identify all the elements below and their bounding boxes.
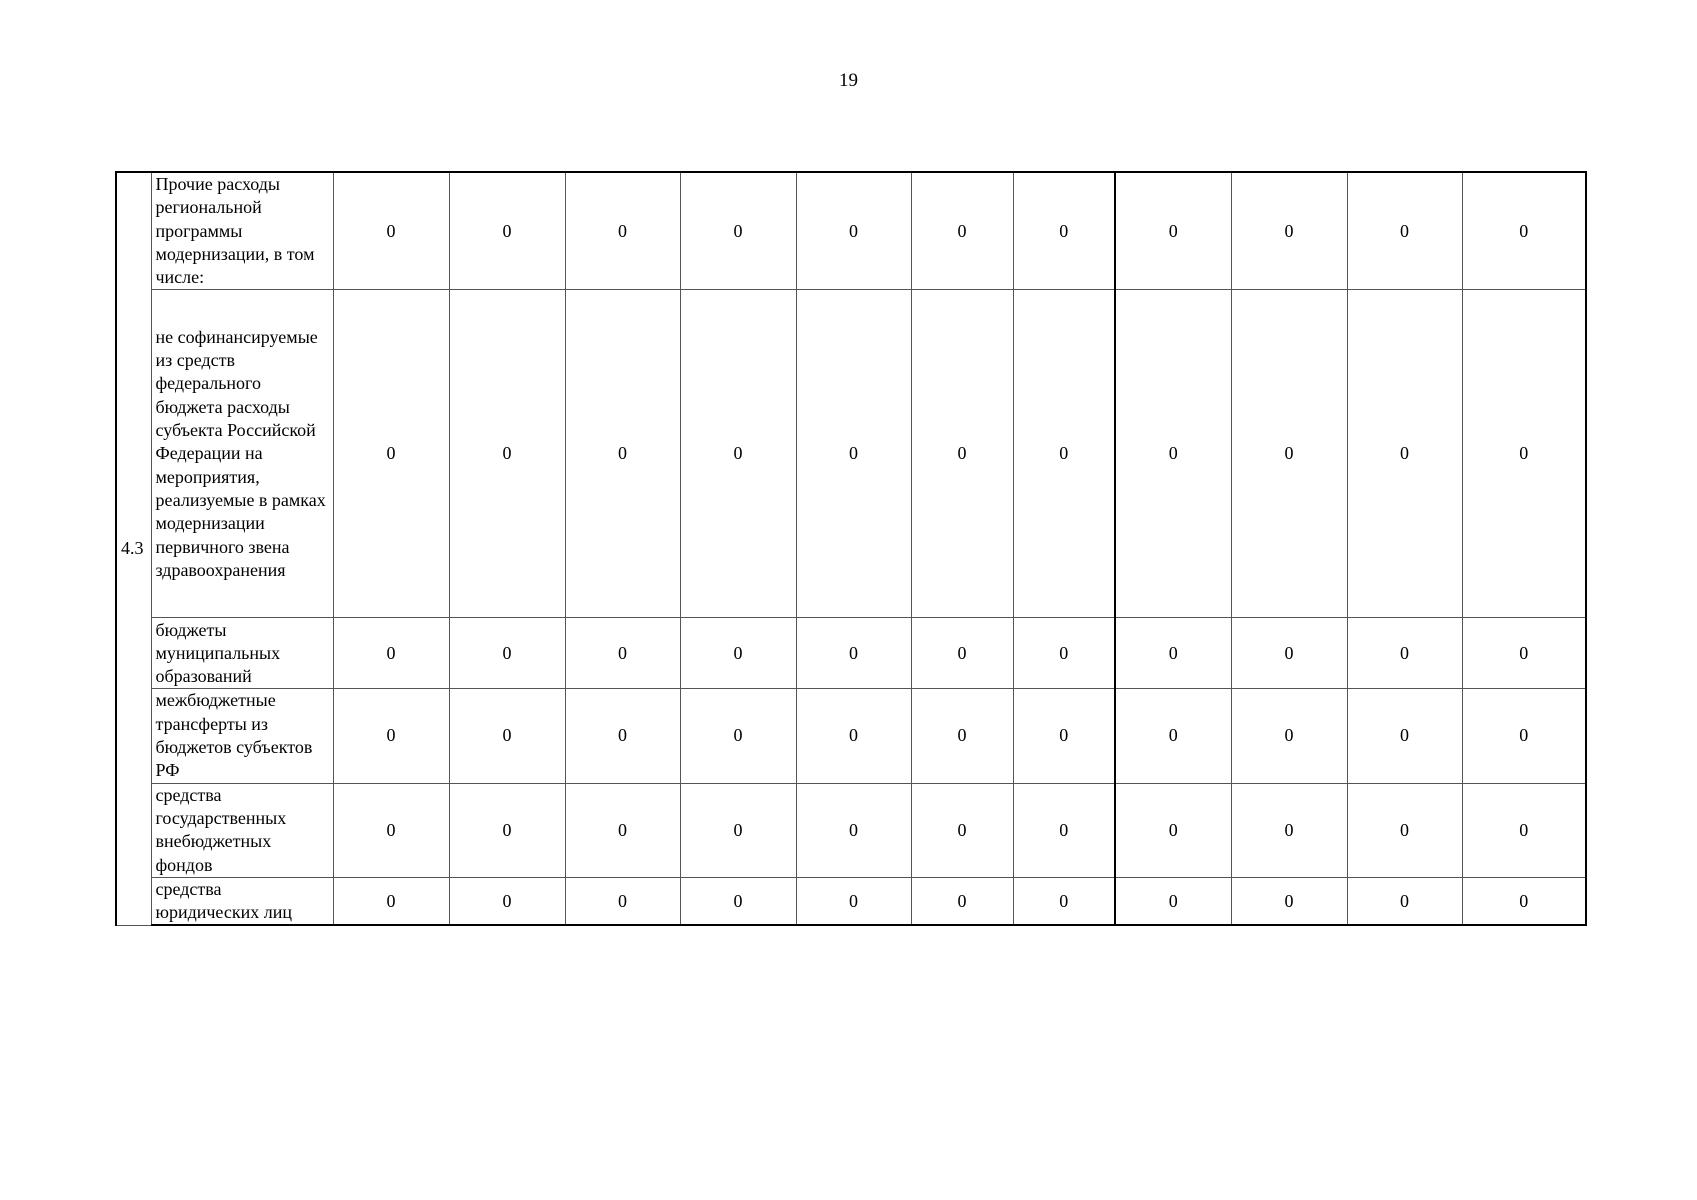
- value-cell: 0: [565, 618, 680, 689]
- value-cell: 0: [1013, 172, 1115, 290]
- value-cell: 0: [565, 172, 680, 290]
- value-cell: 0: [1013, 689, 1115, 783]
- table-row: [116, 689, 1586, 783]
- value-cell: 0: [911, 172, 1013, 290]
- value-cell: 0: [1347, 290, 1462, 618]
- value-cell: 0: [1462, 290, 1586, 618]
- value-cell: 0: [680, 689, 796, 783]
- value-cell: 0: [796, 689, 911, 783]
- value-cell: 0: [1115, 172, 1231, 290]
- value-cell: 0: [565, 877, 680, 925]
- budget-table-body: [116, 172, 1586, 925]
- row-label: бюджеты муниципальных образований: [151, 618, 333, 689]
- value-cell: 0: [333, 290, 449, 618]
- value-cell: 0: [1462, 783, 1586, 877]
- value-cell: 0: [1462, 618, 1586, 689]
- table-row: [116, 877, 1586, 925]
- value-cell: 0: [796, 877, 911, 925]
- value-cell: 0: [1013, 290, 1115, 618]
- value-cell: 0: [333, 877, 449, 925]
- row-label: средства государственных внебюджетных фондов: [151, 783, 333, 877]
- value-cell: 0: [1462, 689, 1586, 783]
- value-cell: 0: [333, 689, 449, 783]
- value-cell: 0: [449, 877, 565, 925]
- row-label: средства юридических лиц: [151, 877, 333, 925]
- value-cell: 0: [1231, 290, 1347, 618]
- value-cell: 0: [1347, 172, 1462, 290]
- value-cell: 0: [449, 172, 565, 290]
- value-cell: 0: [911, 877, 1013, 925]
- value-cell: 0: [1347, 618, 1462, 689]
- budget-table: [115, 171, 1587, 926]
- value-cell: 0: [449, 783, 565, 877]
- table-row: [116, 618, 1586, 689]
- value-cell: 0: [333, 618, 449, 689]
- value-cell: 0: [1347, 689, 1462, 783]
- page-number: 19: [839, 70, 858, 91]
- value-cell: 0: [796, 783, 911, 877]
- value-cell: 0: [1231, 618, 1347, 689]
- value-cell: 0: [1462, 172, 1586, 290]
- value-cell: 0: [680, 783, 796, 877]
- value-cell: 0: [911, 689, 1013, 783]
- value-cell: 0: [1115, 783, 1231, 877]
- value-cell: 0: [796, 172, 911, 290]
- value-cell: 0: [1013, 783, 1115, 877]
- value-cell: 0: [796, 618, 911, 689]
- row-label: не софинансируемые из средств федерального бюджета расходы субъекта Российской Федерации на мероприятия, реализуемые в рамках модернизации первичного звена здравоохранения: [151, 290, 333, 618]
- table-row: [116, 783, 1586, 877]
- value-cell: 0: [796, 290, 911, 618]
- value-cell: 0: [333, 172, 449, 290]
- value-cell: 0: [1115, 290, 1231, 618]
- value-cell: 0: [680, 877, 796, 925]
- value-cell: 0: [333, 783, 449, 877]
- value-cell: 0: [1231, 783, 1347, 877]
- table-row: [116, 172, 1586, 290]
- value-cell: 0: [680, 618, 796, 689]
- value-cell: 0: [1115, 618, 1231, 689]
- value-cell: 0: [1231, 172, 1347, 290]
- value-cell: 0: [565, 689, 680, 783]
- value-cell: 0: [1013, 618, 1115, 689]
- value-cell: 0: [911, 618, 1013, 689]
- table-row: [116, 290, 1586, 618]
- value-cell: 0: [1231, 689, 1347, 783]
- value-cell: 0: [565, 290, 680, 618]
- value-cell: 0: [680, 172, 796, 290]
- value-cell: 0: [1462, 877, 1586, 925]
- value-cell: 0: [565, 783, 680, 877]
- row-label: Прочие расходы региональной программы модернизации, в том числе:: [151, 172, 333, 290]
- value-cell: 0: [1347, 783, 1462, 877]
- value-cell: 0: [449, 689, 565, 783]
- value-cell: 0: [1115, 689, 1231, 783]
- value-cell: 0: [680, 290, 796, 618]
- row-label: межбюджетные трансферты из бюджетов субъектов РФ: [151, 689, 333, 783]
- value-cell: 0: [911, 783, 1013, 877]
- value-cell: 0: [1347, 877, 1462, 925]
- value-cell: 0: [449, 618, 565, 689]
- value-cell: 0: [1231, 877, 1347, 925]
- row-index: 4.3: [116, 172, 151, 925]
- value-cell: 0: [911, 290, 1013, 618]
- value-cell: 0: [1115, 877, 1231, 925]
- value-cell: 0: [449, 290, 565, 618]
- value-cell: 0: [1013, 877, 1115, 925]
